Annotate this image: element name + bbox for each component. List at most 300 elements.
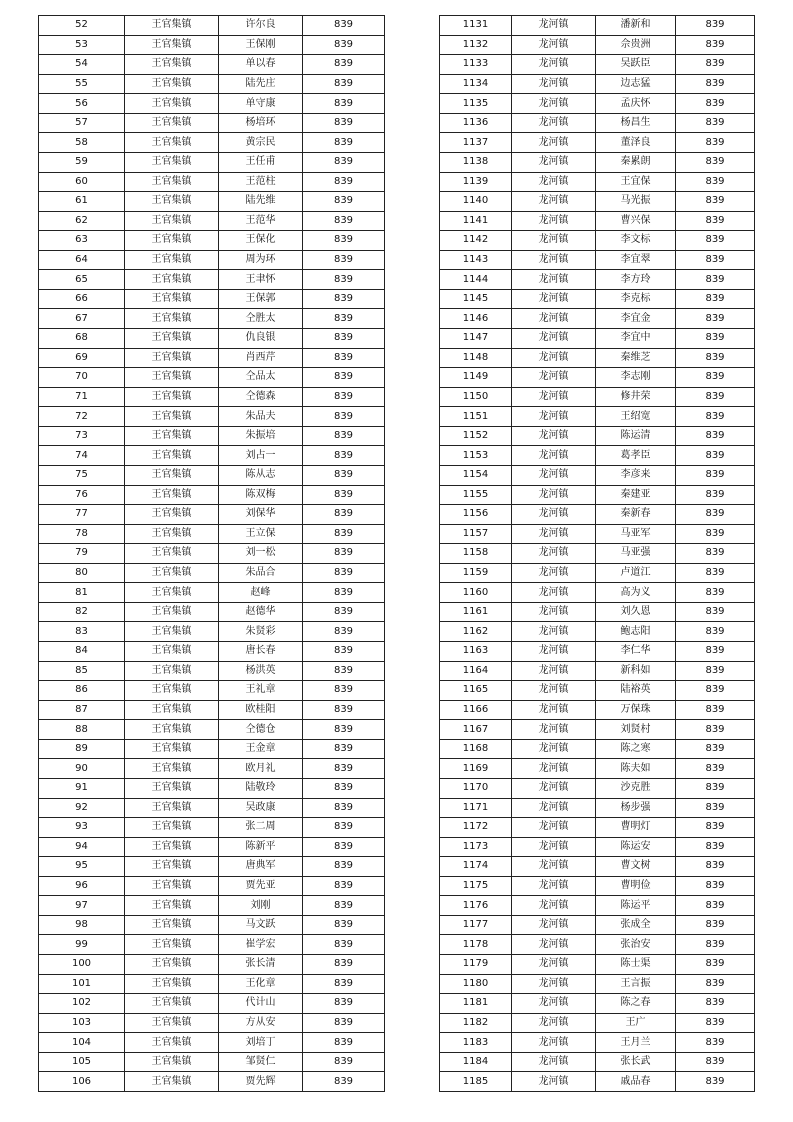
person-name: 新科如 — [596, 661, 676, 681]
row-number: 1136 — [440, 113, 512, 133]
table-row — [440, 348, 755, 368]
subsidy-amount: 839 — [676, 778, 755, 798]
subsidy-amount: 839 — [676, 505, 755, 525]
town-name: 王官集镇 — [125, 35, 219, 55]
person-name: 朱品夫 — [219, 407, 303, 427]
person-name: 高为义 — [596, 583, 676, 603]
table-row — [39, 1072, 385, 1092]
town-name: 王官集镇 — [125, 270, 219, 290]
row-number: 1183 — [440, 1033, 512, 1053]
table-row — [39, 1052, 385, 1072]
table-row — [39, 94, 385, 114]
person-name: 王广 — [596, 1013, 676, 1033]
subsidy-amount: 839 — [303, 94, 385, 114]
row-number: 106 — [39, 1072, 125, 1092]
table-row — [39, 113, 385, 133]
person-name: 李仁华 — [596, 642, 676, 662]
person-name: 仝德森 — [219, 387, 303, 407]
table-row — [39, 622, 385, 642]
row-number: 1141 — [440, 211, 512, 231]
table-row — [39, 778, 385, 798]
right-roster-table — [439, 15, 755, 1092]
row-number: 79 — [39, 544, 125, 564]
row-number: 1168 — [440, 739, 512, 759]
town-name: 龙河镇 — [512, 955, 596, 975]
row-number: 1171 — [440, 798, 512, 818]
row-number: 90 — [39, 759, 125, 779]
person-name: 吴跃臣 — [596, 55, 676, 75]
row-number: 53 — [39, 35, 125, 55]
table-row — [39, 152, 385, 172]
subsidy-amount: 839 — [676, 583, 755, 603]
town-name: 王官集镇 — [125, 94, 219, 114]
person-name: 李彦来 — [596, 465, 676, 485]
table-row — [440, 759, 755, 779]
table-row — [440, 113, 755, 133]
row-number: 56 — [39, 94, 125, 114]
subsidy-amount: 839 — [676, 485, 755, 505]
person-name: 陈之寒 — [596, 739, 676, 759]
person-name: 李宜金 — [596, 309, 676, 329]
subsidy-amount: 839 — [676, 407, 755, 427]
subsidy-amount: 839 — [303, 876, 385, 896]
subsidy-amount: 839 — [303, 583, 385, 603]
person-name: 李宜翠 — [596, 250, 676, 270]
row-number: 80 — [39, 563, 125, 583]
person-name: 秦新春 — [596, 505, 676, 525]
table-row — [39, 250, 385, 270]
person-name: 王金章 — [219, 739, 303, 759]
row-number: 57 — [39, 113, 125, 133]
town-name: 王官集镇 — [125, 152, 219, 172]
subsidy-amount: 839 — [676, 544, 755, 564]
row-number: 1154 — [440, 465, 512, 485]
person-name: 张长武 — [596, 1052, 676, 1072]
table-row — [39, 289, 385, 309]
person-name: 董泽良 — [596, 133, 676, 153]
row-number: 1184 — [440, 1052, 512, 1072]
person-name: 刘保华 — [219, 505, 303, 525]
town-name: 王官集镇 — [125, 700, 219, 720]
town-name: 龙河镇 — [512, 74, 596, 94]
person-name: 刘一松 — [219, 544, 303, 564]
person-name: 朱贤彩 — [219, 622, 303, 642]
town-name: 王官集镇 — [125, 798, 219, 818]
subsidy-amount: 839 — [303, 935, 385, 955]
person-name: 曹明灯 — [596, 818, 676, 838]
table-row — [39, 974, 385, 994]
subsidy-amount: 839 — [676, 387, 755, 407]
subsidy-amount: 839 — [676, 915, 755, 935]
subsidy-amount: 839 — [676, 211, 755, 231]
subsidy-amount: 839 — [676, 113, 755, 133]
row-number: 86 — [39, 681, 125, 701]
subsidy-amount: 839 — [303, 544, 385, 564]
table-row — [39, 837, 385, 857]
town-name: 龙河镇 — [512, 1072, 596, 1092]
row-number: 1138 — [440, 152, 512, 172]
table-row — [440, 192, 755, 212]
subsidy-amount: 839 — [676, 270, 755, 290]
table-row — [39, 329, 385, 349]
table-row — [39, 426, 385, 446]
table-row — [39, 544, 385, 564]
table-row — [440, 642, 755, 662]
table-row — [39, 681, 385, 701]
row-number: 1173 — [440, 837, 512, 857]
subsidy-amount: 839 — [303, 192, 385, 212]
table-row — [440, 896, 755, 916]
town-name: 王官集镇 — [125, 172, 219, 192]
person-name: 戚品春 — [596, 1072, 676, 1092]
town-name: 龙河镇 — [512, 348, 596, 368]
person-name: 赵德华 — [219, 602, 303, 622]
town-name: 龙河镇 — [512, 563, 596, 583]
row-number: 67 — [39, 309, 125, 329]
town-name: 王官集镇 — [125, 876, 219, 896]
subsidy-amount: 839 — [676, 329, 755, 349]
subsidy-amount: 839 — [303, 505, 385, 525]
table-row — [440, 35, 755, 55]
table-row — [440, 407, 755, 427]
town-name: 王官集镇 — [125, 426, 219, 446]
subsidy-amount: 839 — [303, 172, 385, 192]
table-row — [440, 818, 755, 838]
table-row — [440, 55, 755, 75]
table-row — [440, 152, 755, 172]
person-name: 王范柱 — [219, 172, 303, 192]
town-name: 龙河镇 — [512, 739, 596, 759]
table-row — [440, 622, 755, 642]
person-name: 张成全 — [596, 915, 676, 935]
table-row — [440, 329, 755, 349]
person-name: 陈士渠 — [596, 955, 676, 975]
row-number: 1175 — [440, 876, 512, 896]
town-name: 王官集镇 — [125, 739, 219, 759]
subsidy-amount: 839 — [303, 289, 385, 309]
row-number: 84 — [39, 642, 125, 662]
table-row — [39, 563, 385, 583]
town-name: 龙河镇 — [512, 505, 596, 525]
table-row — [440, 837, 755, 857]
row-number: 74 — [39, 446, 125, 466]
table-row — [440, 465, 755, 485]
table-row — [440, 583, 755, 603]
town-name: 王官集镇 — [125, 1013, 219, 1033]
person-name: 陈新平 — [219, 837, 303, 857]
person-name: 朱振培 — [219, 426, 303, 446]
subsidy-amount: 839 — [676, 192, 755, 212]
row-number: 1135 — [440, 94, 512, 114]
subsidy-amount: 839 — [676, 1033, 755, 1053]
town-name: 龙河镇 — [512, 152, 596, 172]
person-name: 王绍宽 — [596, 407, 676, 427]
subsidy-amount: 839 — [303, 270, 385, 290]
subsidy-amount: 839 — [303, 426, 385, 446]
subsidy-amount: 839 — [676, 426, 755, 446]
person-name: 单以春 — [219, 55, 303, 75]
person-name: 杨昌生 — [596, 113, 676, 133]
person-name: 潘新和 — [596, 16, 676, 36]
row-number: 70 — [39, 368, 125, 388]
town-name: 王官集镇 — [125, 935, 219, 955]
town-name: 龙河镇 — [512, 485, 596, 505]
subsidy-amount: 839 — [676, 94, 755, 114]
row-number: 102 — [39, 994, 125, 1014]
person-name: 张长清 — [219, 955, 303, 975]
row-number: 54 — [39, 55, 125, 75]
town-name: 龙河镇 — [512, 602, 596, 622]
town-name: 王官集镇 — [125, 309, 219, 329]
subsidy-amount: 839 — [303, 407, 385, 427]
town-name: 龙河镇 — [512, 1052, 596, 1072]
subsidy-amount: 839 — [676, 231, 755, 251]
table-row — [39, 133, 385, 153]
table-row — [39, 915, 385, 935]
row-number: 1149 — [440, 368, 512, 388]
row-number: 96 — [39, 876, 125, 896]
table-row — [39, 994, 385, 1014]
row-number: 1167 — [440, 720, 512, 740]
town-name: 王官集镇 — [125, 896, 219, 916]
row-number: 1159 — [440, 563, 512, 583]
row-number: 88 — [39, 720, 125, 740]
town-name: 龙河镇 — [512, 935, 596, 955]
person-name: 贾先亚 — [219, 876, 303, 896]
row-number: 1148 — [440, 348, 512, 368]
town-name: 龙河镇 — [512, 270, 596, 290]
row-number: 1164 — [440, 661, 512, 681]
town-name: 王官集镇 — [125, 720, 219, 740]
row-number: 1155 — [440, 485, 512, 505]
subsidy-amount: 839 — [303, 700, 385, 720]
person-name: 鲍志阳 — [596, 622, 676, 642]
person-name: 朱品合 — [219, 563, 303, 583]
town-name: 王官集镇 — [125, 778, 219, 798]
town-name: 龙河镇 — [512, 465, 596, 485]
person-name: 刘培丁 — [219, 1033, 303, 1053]
town-name: 龙河镇 — [512, 642, 596, 662]
row-number: 59 — [39, 152, 125, 172]
subsidy-amount: 839 — [676, 759, 755, 779]
row-number: 1140 — [440, 192, 512, 212]
row-number: 87 — [39, 700, 125, 720]
person-name: 仇良银 — [219, 329, 303, 349]
town-name: 王官集镇 — [125, 368, 219, 388]
row-number: 63 — [39, 231, 125, 251]
row-number: 1172 — [440, 818, 512, 838]
subsidy-amount: 839 — [303, 309, 385, 329]
town-name: 龙河镇 — [512, 309, 596, 329]
person-name: 陈运平 — [596, 896, 676, 916]
table-row — [39, 759, 385, 779]
town-name: 龙河镇 — [512, 681, 596, 701]
subsidy-amount: 839 — [676, 250, 755, 270]
table-row — [39, 74, 385, 94]
table-row — [39, 407, 385, 427]
subsidy-amount: 839 — [303, 994, 385, 1014]
row-number: 72 — [39, 407, 125, 427]
row-number: 60 — [39, 172, 125, 192]
row-number: 1139 — [440, 172, 512, 192]
subsidy-amount: 839 — [676, 348, 755, 368]
town-name: 王官集镇 — [125, 642, 219, 662]
person-name: 代计山 — [219, 994, 303, 1014]
subsidy-amount: 839 — [676, 622, 755, 642]
town-name: 龙河镇 — [512, 994, 596, 1014]
person-name: 葛孝臣 — [596, 446, 676, 466]
table-row — [39, 485, 385, 505]
row-number: 71 — [39, 387, 125, 407]
subsidy-amount: 839 — [303, 1033, 385, 1053]
person-name: 王宜保 — [596, 172, 676, 192]
town-name: 王官集镇 — [125, 681, 219, 701]
person-name: 刘占一 — [219, 446, 303, 466]
subsidy-amount: 839 — [303, 1072, 385, 1092]
row-number: 1143 — [440, 250, 512, 270]
person-name: 杨洪英 — [219, 661, 303, 681]
person-name: 陈从志 — [219, 465, 303, 485]
subsidy-amount: 839 — [303, 485, 385, 505]
town-name: 龙河镇 — [512, 622, 596, 642]
person-name: 王礼章 — [219, 681, 303, 701]
row-number: 1162 — [440, 622, 512, 642]
person-name: 陆裕英 — [596, 681, 676, 701]
row-number: 1158 — [440, 544, 512, 564]
row-number: 1169 — [440, 759, 512, 779]
town-name: 王官集镇 — [125, 524, 219, 544]
subsidy-amount: 839 — [303, 681, 385, 701]
table-row — [39, 524, 385, 544]
table-row — [440, 563, 755, 583]
person-name: 马光振 — [596, 192, 676, 212]
subsidy-amount: 839 — [676, 1072, 755, 1092]
person-name: 王保郭 — [219, 289, 303, 309]
row-number: 97 — [39, 896, 125, 916]
subsidy-amount: 839 — [676, 289, 755, 309]
table-row — [39, 270, 385, 290]
subsidy-amount: 839 — [303, 602, 385, 622]
person-name: 许尔良 — [219, 16, 303, 36]
subsidy-amount: 839 — [303, 778, 385, 798]
subsidy-amount: 839 — [676, 661, 755, 681]
row-number: 81 — [39, 583, 125, 603]
person-name: 唐长春 — [219, 642, 303, 662]
subsidy-amount: 839 — [303, 857, 385, 877]
town-name: 王官集镇 — [125, 289, 219, 309]
person-name: 秦建亚 — [596, 485, 676, 505]
row-number: 101 — [39, 974, 125, 994]
town-name: 王官集镇 — [125, 544, 219, 564]
table-row — [440, 1052, 755, 1072]
table-row — [440, 74, 755, 94]
person-name: 仝胜太 — [219, 309, 303, 329]
town-name: 王官集镇 — [125, 211, 219, 231]
person-name: 修井荣 — [596, 387, 676, 407]
table-row — [39, 446, 385, 466]
subsidy-amount: 839 — [303, 1013, 385, 1033]
person-name: 王立保 — [219, 524, 303, 544]
town-name: 王官集镇 — [125, 113, 219, 133]
row-number: 1145 — [440, 289, 512, 309]
town-name: 龙河镇 — [512, 1033, 596, 1053]
town-name: 龙河镇 — [512, 289, 596, 309]
subsidy-amount: 839 — [676, 935, 755, 955]
table-row — [440, 446, 755, 466]
person-name: 王保刚 — [219, 35, 303, 55]
row-number: 1134 — [440, 74, 512, 94]
table-row — [39, 309, 385, 329]
person-name: 陈运安 — [596, 837, 676, 857]
row-number: 62 — [39, 211, 125, 231]
subsidy-amount: 839 — [303, 739, 385, 759]
town-name: 龙河镇 — [512, 974, 596, 994]
town-name: 龙河镇 — [512, 915, 596, 935]
person-name: 张治安 — [596, 935, 676, 955]
row-number: 1153 — [440, 446, 512, 466]
subsidy-amount: 839 — [676, 720, 755, 740]
town-name: 王官集镇 — [125, 133, 219, 153]
town-name: 龙河镇 — [512, 133, 596, 153]
subsidy-amount: 839 — [303, 720, 385, 740]
row-number: 1146 — [440, 309, 512, 329]
town-name: 龙河镇 — [512, 837, 596, 857]
row-number: 1160 — [440, 583, 512, 603]
table-row — [440, 16, 755, 36]
row-number: 100 — [39, 955, 125, 975]
row-number: 1178 — [440, 935, 512, 955]
subsidy-amount: 839 — [303, 446, 385, 466]
table-row — [440, 289, 755, 309]
town-name: 王官集镇 — [125, 583, 219, 603]
town-name: 龙河镇 — [512, 1013, 596, 1033]
person-name: 王任甫 — [219, 152, 303, 172]
table-row — [440, 309, 755, 329]
town-name: 龙河镇 — [512, 700, 596, 720]
person-name: 陈夫如 — [596, 759, 676, 779]
subsidy-amount: 839 — [676, 739, 755, 759]
subsidy-amount: 839 — [303, 35, 385, 55]
town-name: 王官集镇 — [125, 837, 219, 857]
person-name: 李方玲 — [596, 270, 676, 290]
row-number: 92 — [39, 798, 125, 818]
row-number: 61 — [39, 192, 125, 212]
subsidy-amount: 839 — [303, 661, 385, 681]
town-name: 王官集镇 — [125, 661, 219, 681]
row-number: 58 — [39, 133, 125, 153]
town-name: 王官集镇 — [125, 1033, 219, 1053]
table-row — [440, 426, 755, 446]
town-name: 龙河镇 — [512, 407, 596, 427]
subsidy-amount: 839 — [676, 818, 755, 838]
row-number: 85 — [39, 661, 125, 681]
person-name: 张二周 — [219, 818, 303, 838]
subsidy-amount: 839 — [676, 602, 755, 622]
table-row — [440, 1013, 755, 1033]
subsidy-amount: 839 — [676, 368, 755, 388]
row-number: 65 — [39, 270, 125, 290]
person-name: 王言振 — [596, 974, 676, 994]
town-name: 王官集镇 — [125, 1052, 219, 1072]
person-name: 王范华 — [219, 211, 303, 231]
person-name: 卢道江 — [596, 563, 676, 583]
table-row — [39, 602, 385, 622]
table-row — [440, 544, 755, 564]
town-name: 龙河镇 — [512, 387, 596, 407]
row-number: 105 — [39, 1052, 125, 1072]
row-number: 1174 — [440, 857, 512, 877]
table-row — [39, 720, 385, 740]
